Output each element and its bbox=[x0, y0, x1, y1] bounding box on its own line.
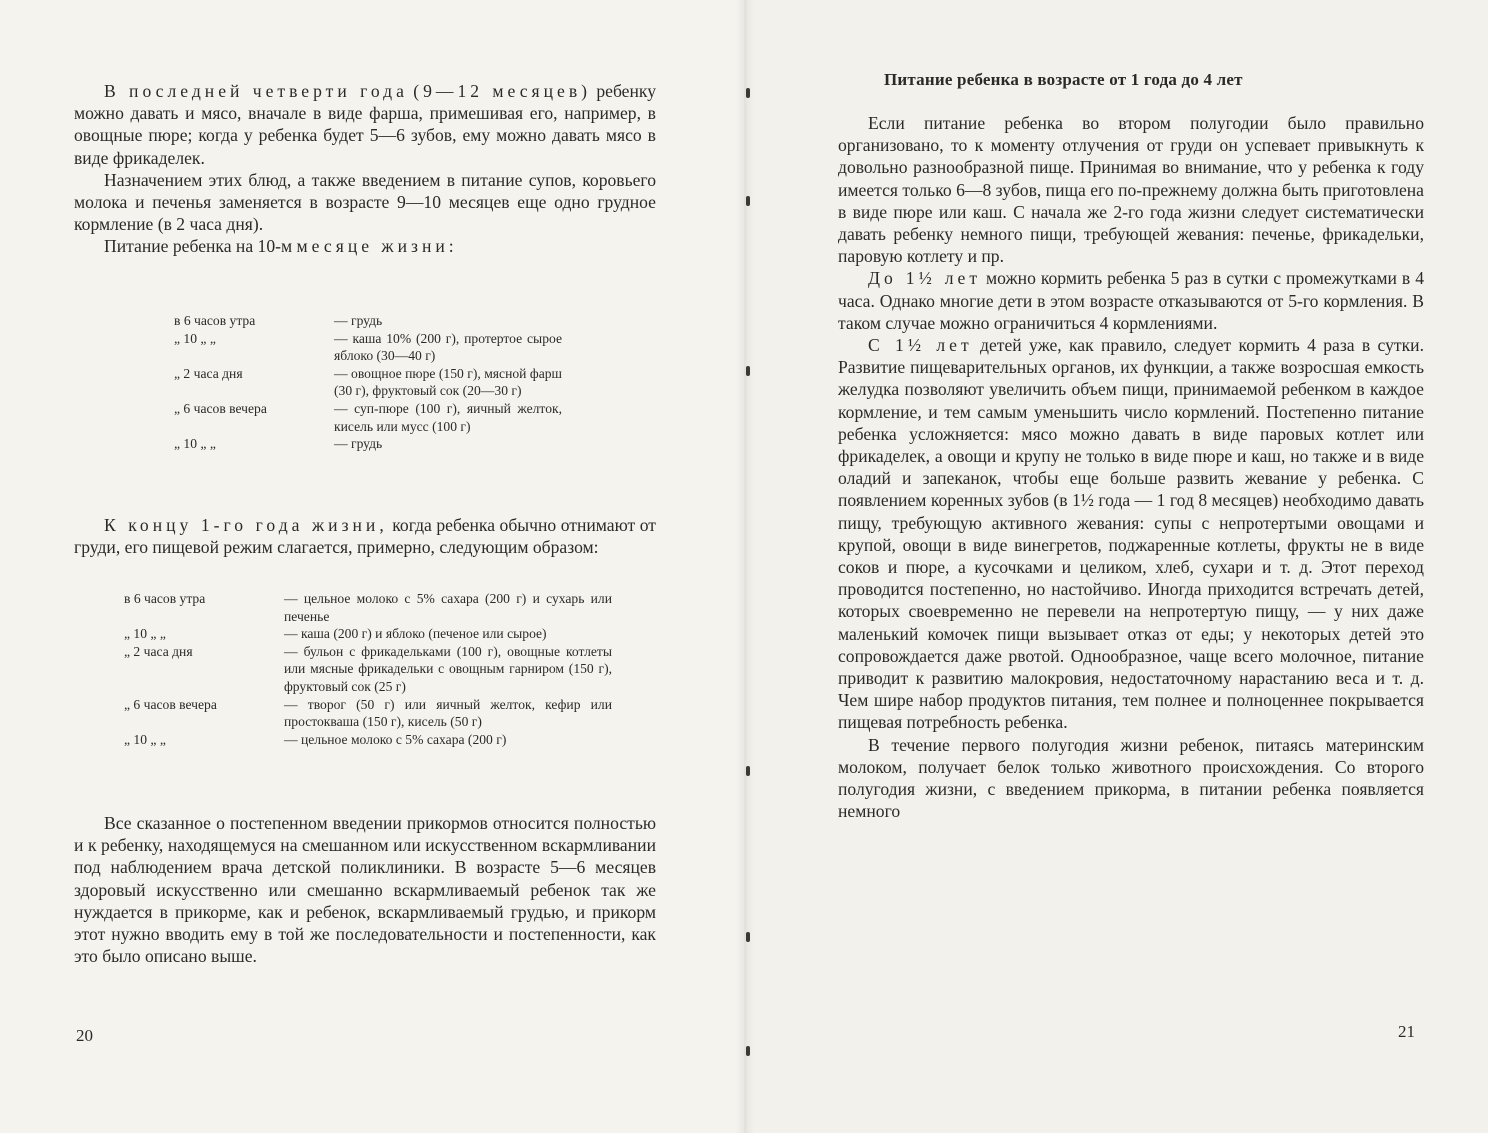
gutter-mark bbox=[746, 766, 750, 776]
gutter-shadow bbox=[736, 0, 754, 1133]
left-text-block-1 bbox=[74, 80, 656, 258]
schedule-row: в 6 часов утра — грудь bbox=[174, 313, 383, 328]
gutter-mark bbox=[746, 196, 750, 206]
schedule-row: „ 10 „ „ — каша 10% (200 г), протертое сырое яблоко (30—40 г) bbox=[174, 330, 562, 364]
right-paragraph-4: В течение первого полугодия жизни ребенок, питаясь материнским молоком, получает белок только животного происхождения. Со второго полугодия жизни, с введением прикорма, в питании ребенка появляется немного bbox=[838, 734, 1424, 822]
right-text-block bbox=[838, 112, 1424, 823]
right-paragraph-3: С 1½ лет детей уже, как правило, следует кормить 4 раза в сутки. Развитие пищеварительных органов, их функции, а также возросшая емкость желудка позволяют увеличить объем пищи, принимаемой ребенком в каждое кормление, и тем самым уменьшить число кормлений. Постепенно питание ребенка усложняется: мясо можно давать в виде паровых котлет или фрикаделек, а овощи и крупу не только в виде пюре и каш, но также и в виде оладий и запеканок, чтобы еще больше развить жевание у ребенка. С появлением коренных зубов (в 1½ года — 1 год 8 месяцев) необходимо давать пищу, требующую активного жевания: супы с непротертыми овощами и крупой, овощи в виде винегретов, поджаренные котлеты, фрукты не в виде соков и пюре, а кусочками и целиком, хлеб, сухари и т. д. Этот переход проводится постепенно, но настойчиво. Иногда приходится встречать детей, которых своевременно не перевели на непротертую пищу, — у них даже маленький комочек пищи вызывает отказ от еды; у некоторых детей это сопровождается даже рвотой. Однообразное, чаще всего молочное, питание приводит к развитию малокровия, недостаточному нарастанию веса и т. д. Чем шире набор продуктов питания, тем полнее и полноценнее покрывается пищевая потребность ребенка. bbox=[838, 335, 1424, 733]
gutter-mark bbox=[746, 366, 750, 376]
page-number-right: 21 bbox=[1398, 1022, 1415, 1041]
schedule-row: в 6 часов утра — цельное молоко с 5% сахара (200 г) и сухарь или печенье bbox=[124, 591, 612, 624]
menu1-intro: Питание ребенка на 10-м месяце жизни: bbox=[104, 236, 458, 257]
schedule-row: „ 2 часа дня — овощное пюре (150 г), мясной фарш (30 г), фруктовый сок (20—30 г) bbox=[174, 365, 562, 399]
left-text-block-3 bbox=[74, 812, 656, 967]
schedule-row: „ 6 часов вечера — суп-пюре (100 г), яичный желток, кисель или мусс (100 г) bbox=[174, 400, 562, 434]
right-paragraph-2: До 1½ лет можно кормить ребенка 5 раз в сутки с промежутками в 4 часа. Однако многие дети в этом возрасте отказываются от 5-го кормления. В таком случае можно ограничиться 4 кормлениями. bbox=[838, 268, 1424, 333]
gutter-mark bbox=[746, 88, 750, 98]
schedule-row: „ 10 „ „ — цельное молоко с 5% сахара (200 г) bbox=[124, 731, 507, 747]
schedule-row: „ 6 часов вечера — творог (50 г) или яичный желток, кефир или простокваша (150 г), кисель (50 г) bbox=[124, 696, 612, 730]
gutter-mark bbox=[746, 1046, 750, 1056]
feeding-schedule-end-of-year bbox=[124, 590, 612, 748]
section-heading: Питание ребенка в возрасте от 1 года до 4 лет bbox=[884, 70, 1243, 89]
left-paragraph-4: Все сказанное о постепенном введении прикормов относится полностью и к ребенку, находящемуся на смешанном или искусственном вскармливании под наблюдением врача детской поликлиники. В возрасте 5—6 месяцев здоровый искусственно или смешанно вскармливаемый ребенок так же нуждается в прикорме, как и ребенок, вскармливаемый грудью, и прикорм этот нужно вводить ему в той же последовательности и постепенности, как это было описано выше. bbox=[74, 813, 656, 967]
schedule-row: „ 10 „ „ — грудь bbox=[174, 436, 383, 452]
schedule-row: „ 2 часа дня — бульон с фрикадельками (100 г), овощные котлеты или мясные фрикадельки с овощным гарниром (150 г), фруктовый сок (25 г) bbox=[124, 643, 612, 694]
schedule-row: „ 10 „ „ — каша (200 г) и яблоко (печеное или сырое) bbox=[124, 626, 547, 642]
gutter-mark bbox=[746, 932, 750, 942]
feeding-schedule-10-month bbox=[174, 312, 562, 453]
left-text-block-2 bbox=[74, 514, 656, 558]
left-paragraph-3: К концу 1-го года жизни, когда ребенка обычно отнимают от груди, его пищевой режим слагается, примерно, следующим образом: bbox=[74, 515, 656, 558]
left-paragraph-1: В последней четверти года (9—12 месяцев) ребенку можно давать и мясо, вначале в виде фарша, примешивая его, например, в овощные пюре; когда у ребенка будет 5—6 зубов, ему можно давать мясо в виде фрикаделек. bbox=[74, 81, 657, 168]
left-paragraph-2: Назначением этих блюд, а также введением в питание супов, коровьего молока и печенья заменяется в возрасте 9—10 месяцев еще одно грудное кормление (в 2 часа дня). bbox=[74, 169, 656, 235]
right-paragraph-1: Если питание ребенка во втором полугодии было правильно организовано, то к моменту отлучения от груди он успевает привыкнуть к довольно разнообразной пище. Принимая во внимание, что у ребенка к году имеется только 6—8 зубов, пища его по-прежнему должна быть приготовлена в виде пюре или каш. С начала же 2-го года жизни следует систематически давать ребенку немного пищи, требующей жевания: печенье, фрикадельки, паровую котлету и пр. bbox=[838, 113, 1424, 267]
page-number-left: 20 bbox=[76, 1026, 93, 1045]
